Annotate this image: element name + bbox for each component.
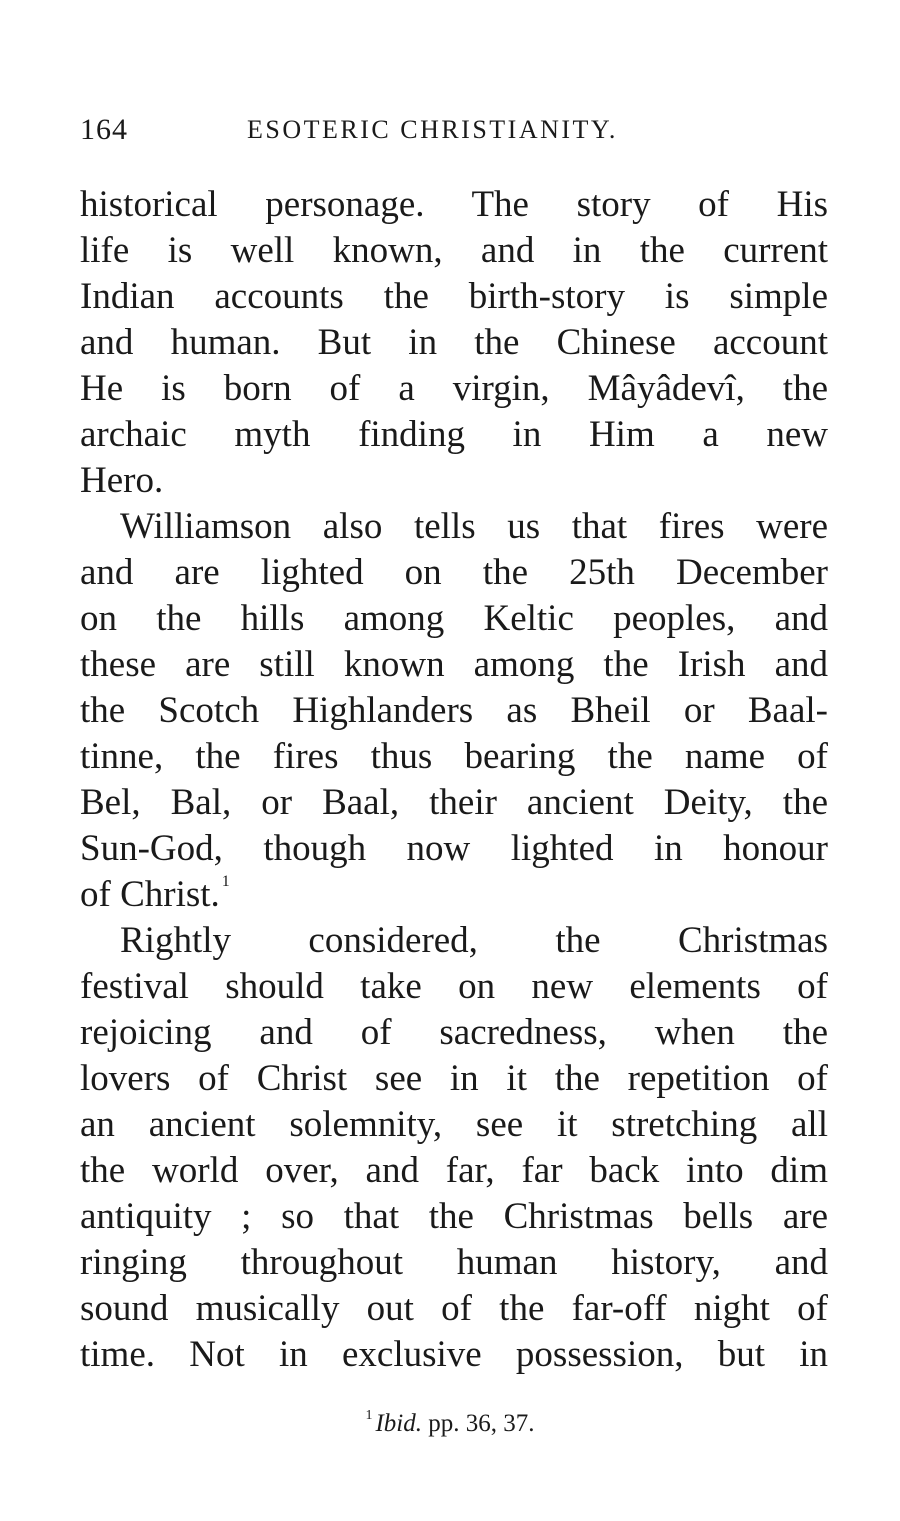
text-line [80,872,828,918]
text-line: Rightly considered, the Christmas [120,920,828,961]
text-line: an ancient solemnity, see it stretching all [80,1104,828,1145]
text-line: the Scotch Highlanders as Bheil or Baal- [80,690,828,731]
running-title: ESOTERIC CHRISTIANITY. [247,115,618,144]
text-line: these are still known among the Irish and [80,644,828,685]
page-number: 164 [80,113,128,146]
text-line: festival should take on new elements of [80,966,828,1007]
footnote-marker[interactable]: 1 [221,873,230,890]
text-line: ringing throughout human history, and [80,1242,828,1283]
footnote-number: 1 [365,1408,373,1423]
text-line: Hero. [80,460,164,501]
text-line: life is well known, and in the current [80,230,828,271]
text-line: rejoicing and of sacredness, when the [80,1012,828,1053]
footnote-reference: Ibid. [375,1410,423,1437]
text-line: time. Not in exclusive possession, but in [80,1334,828,1375]
text-line: He is born of a virgin, Mâyâdevî, the [80,368,828,409]
footnote [0,1398,900,1442]
text-line: and human. But in the Chinese account [80,322,828,363]
text-line: antiquity ; so that the Christmas bells are [80,1196,828,1237]
text-line: the world over, and far, far back into dim [80,1150,828,1191]
paragraph [80,504,828,918]
text-line: archaic myth finding in Him a new [80,414,828,455]
text-line: Williamson also tells us that fires were [120,506,828,547]
footnote-pages: pp. 36, 37. [428,1410,535,1437]
text-line: sound musically out of the far-off night of [80,1288,828,1329]
text-line: and are lighted on the 25th December [80,552,828,593]
text-line: historical personage. The story of His [80,184,828,225]
text-line: on the hills among Keltic peoples, and [80,598,828,639]
paragraph [80,182,828,504]
paragraph [80,918,828,1378]
text-line: tinne, the fires thus bearing the name of [80,736,828,777]
text-line: Sun-God, though now lighted in honour [80,828,828,869]
text-line: Bel, Bal, or Baal, their ancient Deity, the [80,782,828,823]
line-text: of Christ. [80,874,220,915]
running-header [80,108,830,152]
text-line: Indian accounts the birth-story is simple [80,276,828,317]
text-line: lovers of Christ see in it the repetition of [80,1058,828,1099]
body-text [80,182,828,1378]
